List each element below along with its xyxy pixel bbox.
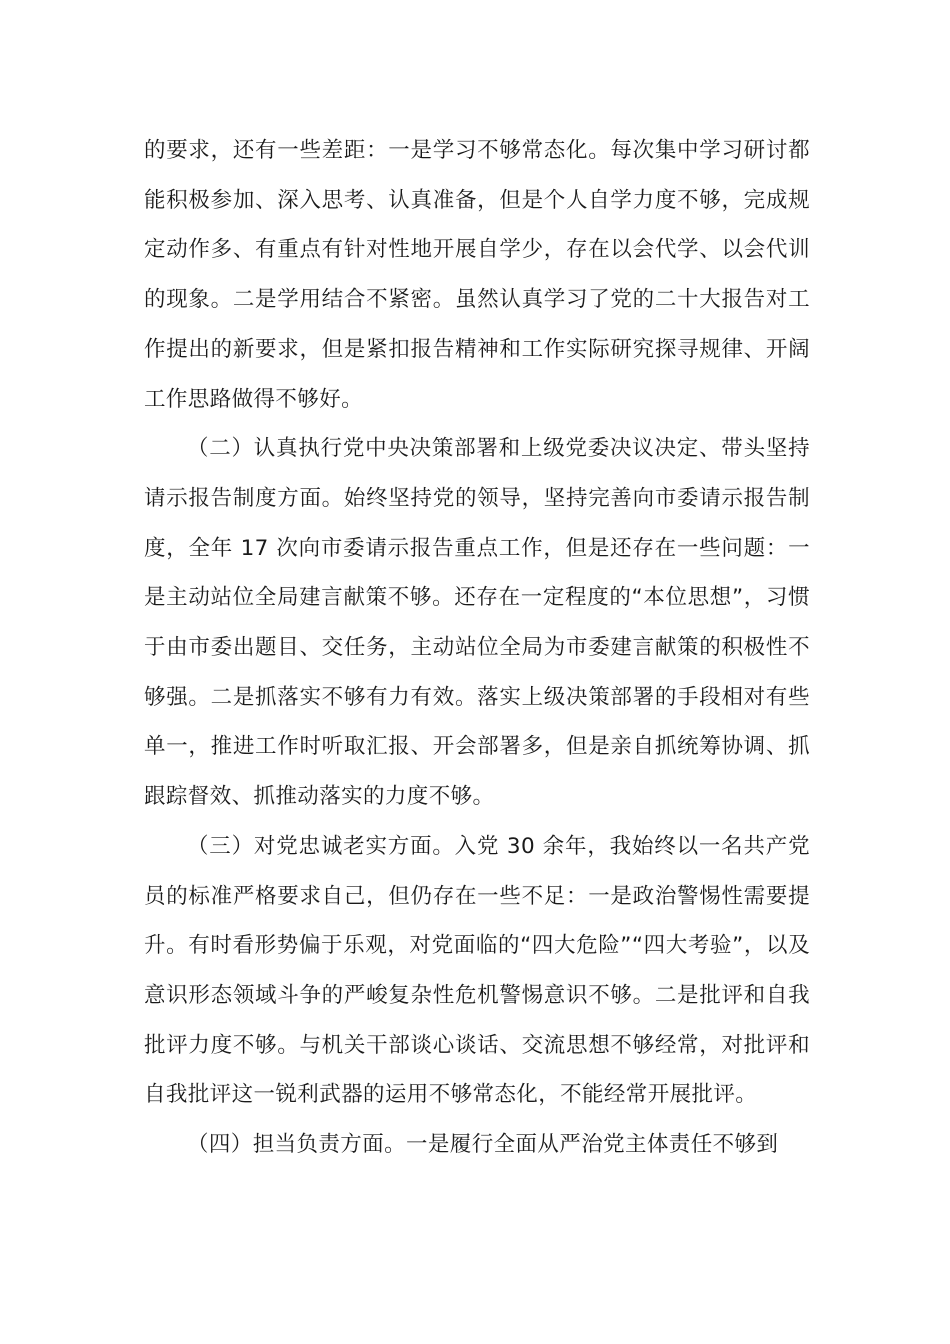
paragraph-section-2: （二）认真执行党中央决策部署和上级党委决议决定、带头坚持请示报告制度方面。始终坚持党的领导，坚持完善向市委请示报告制度，全年 17 次向市委请示报告重点工作，但是还存在一些问题：一是主动站位全局建言献策不够。还存在一定程度的“本位思想”，习惯于由市委出题目、交任务，主动站位全局为市委建言献策的积极性不够强。二是抓落实不够有力有效。落实上级决策部署的手段相对有些单一，推进工作时听取汇报、开会部署多，但是亲自抓统筹协调、抓跟踪督效、抓推动落实的力度不够。 [144,436,810,810]
paragraph-section-4: （四）担当负责方面。一是履行全面从严治党主体责任不够到 [187,1132,779,1158]
paragraph-continuation: 的要求，还有一些差距：一是学习不够常态化。每次集中学习研讨都能积极参加、深入思考、认真准备，但是个人自学力度不够，完成规定动作多、有重点有针对性地开展自学少，存在以会代学、以会代训的现象。二是学用结合不紧密。虽然认真学习了党的二十大报告对工作提出的新要求，但是紧扣报告精神和工作实际研究探寻规律、开阔工作思路做得不够好。 [144,138,810,412]
document-body [144,126,810,1170]
paragraph-section-3: （三）对党忠诚老实方面。入党 30 余年，我始终以一名共产党员的标准严格要求自己，但仍存在一些不足：一是政治警惕性需要提升。有时看形势偏于乐观，对党面临的“四大危险”“四大考验”，以及意识形态领域斗争的严峻复杂性危机警惕意识不够。二是批评和自我批评力度不够。与机关干部谈心谈话、交流思想不够经常，对批评和自我批评这一锐利武器的运用不够常态化，不能经常开展批评。 [144,833,810,1108]
